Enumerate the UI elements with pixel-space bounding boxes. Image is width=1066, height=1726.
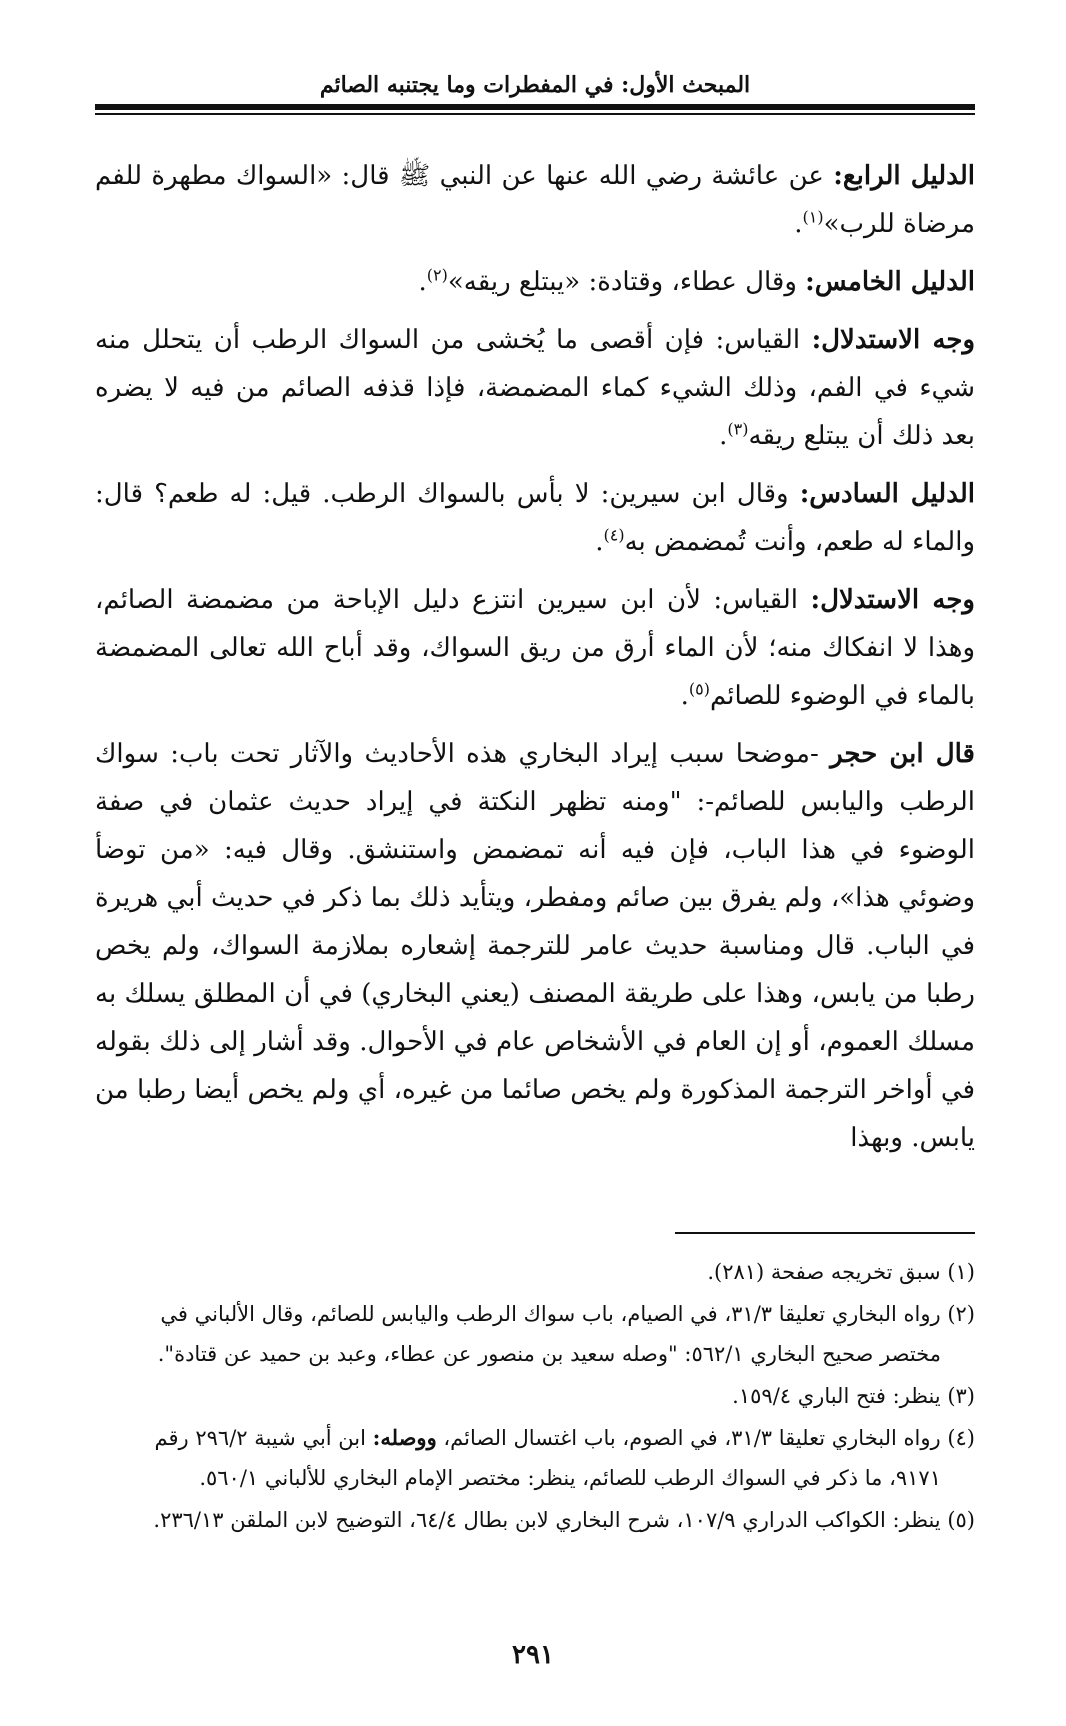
paragraph-inference-1: وجه الاستدلال: القياس: فإن أقصى ما يُخشى من السواك الرطب أن يتحلل منه شيء في الفم، وذلك الشيء كماء المضمضة، فإذا قذفه الصائم من فيه لا يضره بعد ذلك أن يبتلع ريقه$^{(٣)}$. [95, 325, 976, 451]
footnote-ref: (١) [802, 207, 824, 227]
footnote-number: (٣) [947, 1384, 975, 1408]
footnote-text: ينظر: الكواكب الدراري ١٠٧/٩، شرح البخاري لابن بطال ٦٤/٤، التوضيح لابن الملقن ٢٣٦/١٣. [153, 1508, 948, 1532]
footnotes [95, 1252, 975, 1542]
footnote-continuation: مختصر صحيح البخاري ٥٦٢/١: "وصله سعيد بن منصور عن عطاء، وعبد بن حميد عن قتادة". [157, 1342, 941, 1366]
paragraph-label: الدليل السادس: [799, 479, 975, 509]
header-rule-thin [95, 113, 975, 115]
footnote-ref: (٢) [426, 265, 448, 285]
footnote-ref: (٣) [727, 419, 749, 439]
footnote-bold: ووصله: [372, 1425, 437, 1450]
footnote-text: رواه البخاري تعليقا ٣١/٣، في الصوم، باب اغتسال الصائم، [436, 1426, 948, 1450]
footnote-ref: (٥) [688, 679, 710, 699]
footnote-text: رواه البخاري تعليقا ٣١/٣، في الصيام، باب سواك الرطب واليابس للصائم، وقال الألباني في [160, 1302, 948, 1326]
paragraph-text: القياس: لأن ابن سيرين انتزع دليل الإباحة من مضمضة الصائم، وهذا لا انفكاك منه؛ لأن الماء أرق من ريق السواك، وقد أباح الله تعالى المضمضة بالماء في الوضوء للصائم [95, 585, 975, 711]
paragraph-text: -موضحا سبب إيراد البخاري هذه الأحاديث والآثار تحت باب: سواك الرطب واليابس للصائم-: "ومنه تظهر النكتة في إيراد حديث عثمان في صفة الوضوء في هذا الباب، فإن فيه أنه تمضمض واستنشق. وقال فيه: «من توضأ وضوئي هذا»، ولم يفرق بين صائم ومفطر، ويتأيد ذلك بما ذكر في حديث أبي هريرة في الباب. قال ومناسبة حديث عامر للترجمة إشعاره بملازمة السواك، ولم يخص رطبا من يابس، وهذا على طريقة المصنف (يعني البخاري) في أن المطلق يسلك به مسلك العموم، أو إن العام في الأشخاص عام في الأحوال. وقد أشار إلى ذلك بقوله في أواخر الترجمة المذكورة ولم يخص صائما من غيره، أي ولم يخص أيضا رطبا من يابس. وبهذا [95, 739, 975, 1153]
footnote-number: (٢) [947, 1302, 975, 1326]
paragraph-label: الدليل الرابع: [833, 161, 976, 191]
footnote-number: (٥) [947, 1508, 975, 1532]
footnote-ref: (٤) [603, 525, 625, 545]
footnote-separator [675, 1232, 975, 1234]
paragraph-evidence-5: الدليل الخامس: وقال عطاء، وقتادة: «يبتلع ريقه»$^{(٢)}$. [418, 265, 975, 297]
footnote-number: (١) [947, 1260, 975, 1284]
footnote-number: (٤) [947, 1426, 975, 1450]
paragraph-inference-2: وجه الاستدلال: القياس: لأن ابن سيرين انتزع دليل الإباحة من مضمضة الصائم، وهذا لا انفكاك منه؛ لأن الماء أرق من ريق السواك، وقد أباح الله تعالى المضمضة بالماء في الوضوء للصائم$^{(٥)}$. [95, 585, 975, 711]
footnote-text: ينظر: فتح الباري ١٥٩/٤. [732, 1384, 948, 1408]
footnote-2 [95, 1294, 975, 1374]
footnote-text-rest: ابن أبي شيبة ٢٩٦/٢ رقم [154, 1426, 373, 1450]
paragraph-label: وجه الاستدلال: [811, 325, 976, 355]
paragraph-ibn-hajar [95, 730, 975, 1162]
header-rule-thick [95, 104, 975, 110]
footnote-continuation: ٩١٧١، ما ذكر في السواك الرطب للصائم، ينظر: مختصر الإمام البخاري للألباني ٥٦٠/١. [199, 1466, 941, 1490]
running-header: المبحث الأول: في المفطرات وما يجتنبه الصائم [319, 72, 751, 98]
paragraph-text: وقال عطاء، وقتادة: «يبتلع ريقه» [447, 267, 806, 297]
page-number: ٢٩١ [512, 1640, 554, 1670]
paragraph-text: عن عائشة رضي الله عنها عن النبي ﷺ قال: «السواك مطهرة للفم مرضاة للرب» [95, 161, 975, 239]
paragraph-evidence-6: الدليل السادس: وقال ابن سيرين: لا بأس بالسواك الرطب. قيل: له طعم؟ قال: والماء له طعم، وأنت تُمضمض به$^{(٤)}$. [95, 479, 975, 557]
paragraph-text: وقال ابن سيرين: لا بأس بالسواك الرطب. قيل: له طعم؟ قال: والماء له طعم، وأنت تُمضمض به [95, 479, 975, 557]
paragraph-text: القياس: فإن أقصى ما يُخشى من السواك الرطب أن يتحلل منه شيء في الفم، وذلك الشيء كماء المضمضة، فإذا قذفه الصائم من فيه لا يضره بعد ذلك أن يبتلع ريقه [95, 325, 975, 451]
footnote-3 [95, 1376, 975, 1416]
paragraph-label: وجه الاستدلال: [810, 585, 975, 615]
footnote-text: سبق تخريجه صفحة (٢٨١). [707, 1260, 948, 1284]
footnote-4 [95, 1418, 975, 1498]
paragraph-label: قال ابن حجر [830, 739, 975, 769]
main-text [95, 152, 975, 1172]
footnote-5 [95, 1500, 975, 1540]
footnote-1 [95, 1252, 975, 1292]
paragraph-evidence-4: الدليل الرابع: عن عائشة رضي الله عنها عن النبي ﷺ قال: «السواك مطهرة للفم مرضاة للرب»$^{(١)}$. [95, 161, 976, 239]
paragraph-label: الدليل الخامس: [805, 267, 975, 297]
